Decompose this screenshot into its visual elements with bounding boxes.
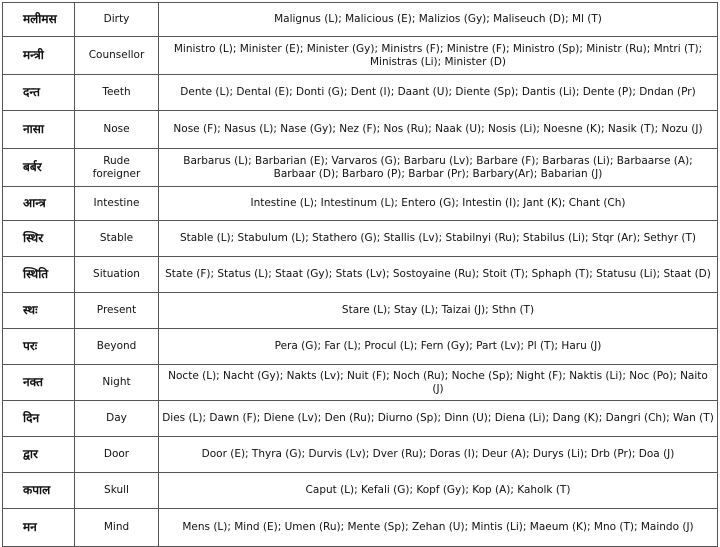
sanskrit-word-cell: दन्त bbox=[3, 75, 75, 111]
sanskrit-word-cell: बर्बर bbox=[3, 149, 75, 187]
table-row bbox=[3, 365, 718, 401]
cognates-cell: Malignus (L); Malicious (E); Malizios (Gy); Maliseuch (D); Ml (T) bbox=[159, 3, 718, 37]
english-meaning-cell: Mind bbox=[75, 509, 159, 547]
sanskrit-word-cell: स्थिर bbox=[3, 221, 75, 257]
english-meaning-cell: Rude foreigner bbox=[75, 149, 159, 187]
cognates-cell: Nocte (L); Nacht (Gy); Nakts (Lv); Nuit (F); Noch (Ru); Noche (Sp); Night (F); Naktis (Li); Noc (Po); Naito (J) bbox=[159, 365, 718, 401]
english-meaning-cell: Day bbox=[75, 401, 159, 437]
cognates-cell: Dies (L); Dawn (F); Diene (Lv); Den (Ru); Diurno (Sp); Dinn (U); Diena (Li); Dang (K); Dangri (Ch); Wan (T) bbox=[159, 401, 718, 437]
table-row bbox=[3, 509, 718, 547]
english-meaning-cell: Nose bbox=[75, 111, 159, 149]
cognates-cell: Caput (L); Kefali (G); Kopf (Gy); Kop (A); Kaholk (T) bbox=[159, 473, 718, 509]
sanskrit-word-cell: कपाल bbox=[3, 473, 75, 509]
table-row bbox=[3, 257, 718, 293]
english-meaning-cell: Counsellor bbox=[75, 37, 159, 75]
cognates-cell: Nose (F); Nasus (L); Nase (Gy); Nez (F); Nos (Ru); Naak (U); Nosis (Li); Noesne (K); Nasik (T); Nozu (J) bbox=[159, 111, 718, 149]
sanskrit-word-cell: आन्त्र bbox=[3, 187, 75, 221]
sanskrit-word-cell: नासा bbox=[3, 111, 75, 149]
table-row bbox=[3, 3, 718, 37]
table-row bbox=[3, 37, 718, 75]
cognates-cell: Ministro (L); Minister (E); Minister (Gy); Ministrs (F); Ministre (F); Ministro (Sp); Ministr (Ru); Mntri (T); Ministras (Li); Minister (D) bbox=[159, 37, 718, 75]
english-meaning-cell: Door bbox=[75, 437, 159, 473]
sanskrit-word-cell: मन bbox=[3, 509, 75, 547]
sanskrit-word-cell: मलीमस bbox=[3, 3, 75, 37]
cognates-cell: State (F); Status (L); Staat (Gy); Stats (Lv); Sostoyaine (Ru); Stoit (T); Sphaph (T); Statusu (Li); Staat (D) bbox=[159, 257, 718, 293]
table-row bbox=[3, 329, 718, 365]
english-meaning-cell: Situation bbox=[75, 257, 159, 293]
english-meaning-cell: Teeth bbox=[75, 75, 159, 111]
sanskrit-word-cell: नक्त bbox=[3, 365, 75, 401]
cognates-cell: Pera (G); Far (L); Procul (L); Fern (Gy); Part (Lv); Pl (T); Haru (J) bbox=[159, 329, 718, 365]
cognates-cell: Barbarus (L); Barbarian (E); Varvaros (G); Barbaru (Lv); Barbare (F); Barbaras (Li); Barbaarse (A); Barbaar (D); Barbaro (P); Barbar (Pr); Barbary(Ar); Babarian (J) bbox=[159, 149, 718, 187]
english-meaning-cell: Night bbox=[75, 365, 159, 401]
english-meaning-cell: Dirty bbox=[75, 3, 159, 37]
cognates-cell: Mens (L); Mind (E); Umen (Ru); Mente (Sp); Zehan (U); Mintis (Li); Maeum (K); Mno (T); Maindo (J) bbox=[159, 509, 718, 547]
cognates-cell: Dente (L); Dental (E); Donti (G); Dent (I); Daant (U); Diente (Sp); Dantis (Li); Dente (P); Dndan (Pr) bbox=[159, 75, 718, 111]
table-row bbox=[3, 221, 718, 257]
table-row bbox=[3, 149, 718, 187]
english-meaning-cell: Beyond bbox=[75, 329, 159, 365]
table-row bbox=[3, 401, 718, 437]
sanskrit-word-cell: दिन bbox=[3, 401, 75, 437]
english-meaning-cell: Skull bbox=[75, 473, 159, 509]
cognates-cell: Stable (L); Stabulum (L); Stathero (G); Stallis (Lv); Stabilnyi (Ru); Stabilus (Li); Stqr (Ar); Sethyr (T) bbox=[159, 221, 718, 257]
table-row bbox=[3, 437, 718, 473]
table-row bbox=[3, 75, 718, 111]
cognates-table-body bbox=[3, 3, 718, 547]
table-row bbox=[3, 293, 718, 329]
english-meaning-cell: Stable bbox=[75, 221, 159, 257]
cognates-cell: Stare (L); Stay (L); Taizai (J); Sthn (T) bbox=[159, 293, 718, 329]
table-row bbox=[3, 187, 718, 221]
sanskrit-word-cell: स्थः bbox=[3, 293, 75, 329]
sanskrit-word-cell: द्वार bbox=[3, 437, 75, 473]
sanskrit-word-cell: मन्त्री bbox=[3, 37, 75, 75]
table-row bbox=[3, 111, 718, 149]
cognates-table bbox=[2, 2, 718, 547]
table-row bbox=[3, 473, 718, 509]
sanskrit-word-cell: स्थिति bbox=[3, 257, 75, 293]
english-meaning-cell: Present bbox=[75, 293, 159, 329]
english-meaning-cell: Intestine bbox=[75, 187, 159, 221]
cognates-cell: Intestine (L); Intestinum (L); Entero (G); Intestin (I); Jant (K); Chant (Ch) bbox=[159, 187, 718, 221]
sanskrit-word-cell: परः bbox=[3, 329, 75, 365]
cognates-cell: Door (E); Thyra (G); Durvis (Lv); Dver (Ru); Doras (I); Deur (A); Durys (Li); Drb (Pr); Doa (J) bbox=[159, 437, 718, 473]
